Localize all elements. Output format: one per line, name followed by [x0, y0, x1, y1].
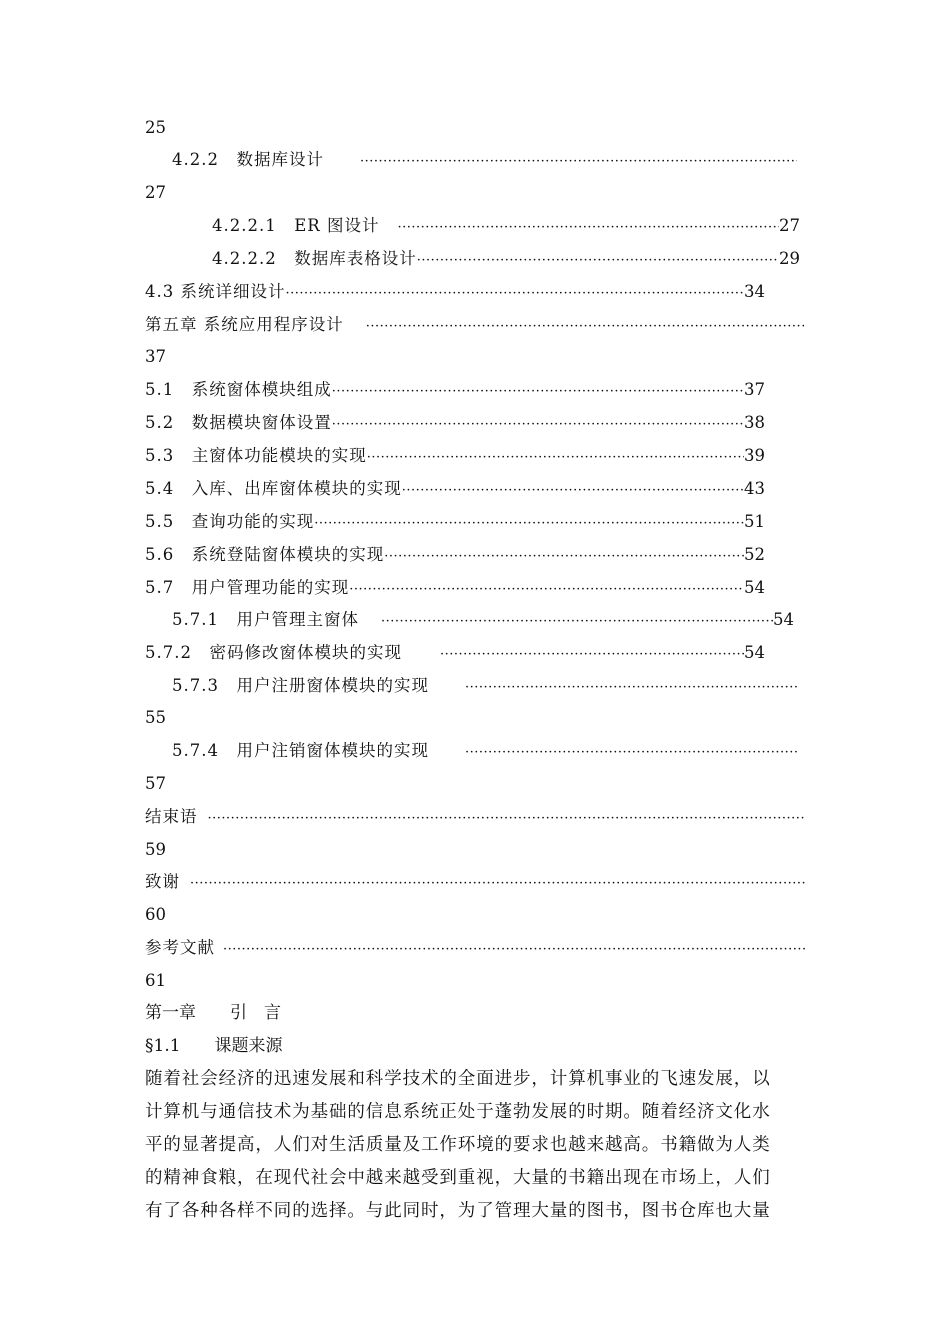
toc-leader-dots	[465, 738, 797, 766]
body-line: 计算机与通信技术为基础的信息系统正处于蓬勃发展的时期。随着经济文化水	[145, 1102, 771, 1122]
toc-leader-dots	[349, 575, 744, 603]
toc-entry-page: 54	[744, 578, 765, 597]
toc-entry-label: 4.3 系统详细设计	[145, 282, 286, 301]
toc-entry-5-3[interactable]	[145, 441, 765, 471]
toc-entry-page: 54	[744, 643, 765, 662]
toc-entry-5-7[interactable]	[145, 573, 765, 603]
toc-entry-page: 38	[744, 413, 765, 432]
toc-entry-label: 5.5 查询功能的实现	[145, 512, 315, 531]
body-line: 有了各种各样不同的选择。与此同时，为了管理大量的图书，图书仓库也大量	[145, 1201, 771, 1221]
toc-entry-5-2[interactable]	[145, 408, 765, 438]
toc-leader-dots	[367, 443, 744, 471]
toc-entry-page: 51	[744, 512, 765, 531]
toc-entry-references[interactable]	[145, 933, 805, 963]
toc-page-number: 61	[145, 971, 166, 990]
body-line: 平的显著提高，人们对生活质量及工作环境的要求也越来越高。书籍做为人类	[145, 1135, 771, 1155]
toc-leader-dots	[332, 410, 744, 438]
chapter-title: 第一章 引 言	[145, 1003, 281, 1023]
toc-entry-label: 第五章 系统应用程序设计	[145, 315, 344, 334]
toc-page-number: 27	[145, 183, 166, 202]
toc-page-number: 59	[145, 840, 166, 859]
toc-entry-label: 致谢	[145, 872, 180, 891]
toc-leader-dots	[360, 147, 797, 175]
toc-page-number: 25	[145, 118, 166, 137]
toc-leader-dots	[402, 476, 744, 504]
toc-entry-page: 27	[779, 216, 800, 235]
section-title: §1.1 课题来源	[145, 1036, 283, 1056]
toc-entry-label: 4.2.2.1 ER 图设计	[212, 216, 380, 235]
toc-entry-5-5[interactable]	[145, 507, 765, 537]
toc-leader-dots	[440, 640, 744, 668]
toc-leader-dots	[417, 246, 779, 274]
toc-leader-dots	[366, 312, 805, 340]
toc-entry-5-7-2[interactable]	[145, 638, 765, 668]
body-paragraph	[145, 1063, 805, 1228]
toc-entry-label: 4.2.2 数据库设计	[172, 150, 324, 169]
toc-entry-label: 5.4 入库、出库窗体模块的实现	[145, 479, 402, 498]
toc-page-number: 57	[145, 774, 166, 793]
toc-entry-acknowledgements[interactable]	[145, 867, 805, 897]
toc-entry-label: 4.2.2.2 数据库表格设计	[212, 249, 417, 268]
toc-entry-label: 5.7.4 用户注销窗体模块的实现	[172, 741, 429, 760]
toc-entry-label: 5.6 系统登陆窗体模块的实现	[145, 545, 385, 564]
toc-entry-chapter-5[interactable]	[145, 310, 805, 340]
toc-entry-conclusion[interactable]	[145, 802, 805, 832]
toc-page-number: 55	[145, 708, 166, 727]
toc-entry-5-6[interactable]	[145, 540, 765, 570]
toc-entry-page: 29	[779, 249, 800, 268]
toc-entry-4-2-2-2[interactable]	[212, 244, 800, 274]
toc-entry-page: 43	[744, 479, 765, 498]
toc-entry-page: 54	[773, 610, 794, 629]
body-line: 随着社会经济的迅速发展和科学技术的全面进步，计算机事业的飞速发展，以	[145, 1069, 771, 1089]
toc-entry-label: 参考文献	[145, 938, 215, 957]
toc-entry-label: 5.7.3 用户注册窗体模块的实现	[172, 676, 429, 695]
toc-entry-page: 52	[744, 545, 765, 564]
toc-leader-dots	[190, 869, 805, 897]
toc-leader-dots	[465, 673, 797, 701]
toc-entry-label: 5.2 数据模块窗体设置	[145, 413, 332, 432]
toc-page-number: 60	[145, 905, 166, 924]
toc-leader-dots	[208, 804, 806, 832]
toc-leader-dots	[397, 213, 779, 241]
toc-entry-label: 结束语	[145, 807, 198, 826]
toc-leader-dots	[381, 607, 773, 635]
toc-entry-4-2-2-1[interactable]	[212, 211, 800, 241]
toc-leader-dots	[384, 542, 744, 570]
toc-entry-5-7-3[interactable]	[172, 671, 797, 701]
toc-entry-page: 39	[744, 446, 765, 465]
toc-entry-5-7-4[interactable]	[172, 736, 797, 766]
toc-entry-label: 5.7 用户管理功能的实现	[145, 578, 350, 597]
body-line: 的精神食粮，在现代社会中越来越受到重视，大量的书籍出现在市场上，人们	[145, 1168, 771, 1188]
toc-entry-4-2-2[interactable]	[172, 145, 797, 175]
toc-leader-dots	[286, 279, 745, 307]
toc-entry-label: 5.7.2 密码修改窗体模块的实现	[145, 643, 402, 662]
toc-entry-page: 34	[744, 282, 765, 301]
toc-entry-label: 5.1 系统窗体模块组成	[145, 380, 332, 399]
toc-entry-4-3[interactable]	[145, 277, 765, 307]
toc-entry-page: 37	[744, 380, 765, 399]
toc-page-number: 37	[145, 347, 166, 366]
toc-leader-dots	[223, 935, 805, 963]
toc-leader-dots	[314, 509, 744, 537]
toc-entry-5-7-1[interactable]	[172, 605, 794, 635]
toc-leader-dots	[332, 377, 744, 405]
toc-entry-label: 5.7.1 用户管理主窗体	[172, 610, 359, 629]
toc-entry-5-1[interactable]	[145, 375, 765, 405]
toc-entry-label: 5.3 主窗体功能模块的实现	[145, 446, 367, 465]
toc-entry-5-4[interactable]	[145, 474, 765, 504]
